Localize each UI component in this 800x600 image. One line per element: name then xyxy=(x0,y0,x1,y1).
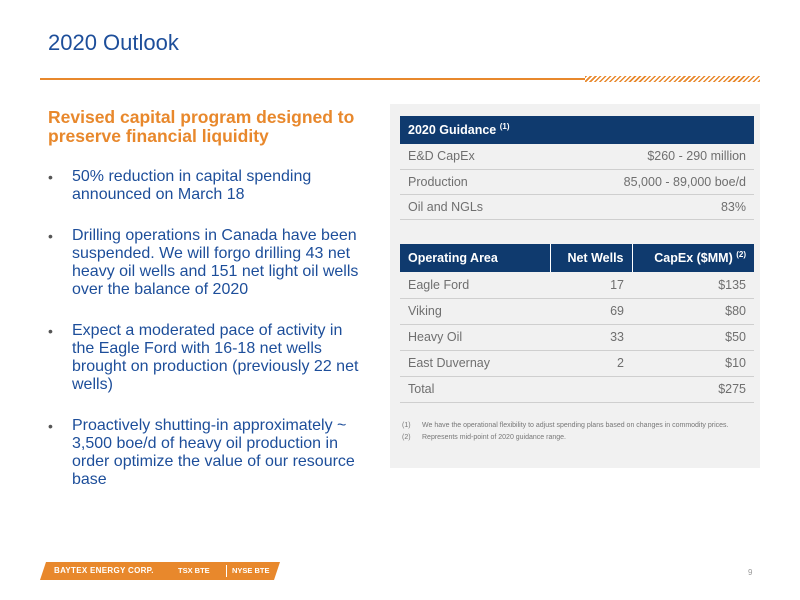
page-title: 2020 Outlook xyxy=(48,30,179,55)
operations-table xyxy=(400,244,754,403)
guidance-panel xyxy=(390,104,760,468)
col-header-capex xyxy=(632,244,754,272)
wells-cell: 2 xyxy=(550,350,632,376)
left-column xyxy=(48,108,368,512)
table-row xyxy=(400,144,754,169)
page-number: 9 xyxy=(748,568,753,577)
title-rule-hatched xyxy=(585,76,760,82)
bullet-dot: • xyxy=(48,169,53,185)
table-row xyxy=(400,169,754,194)
ticker-nyse: NYSE BTE xyxy=(232,566,270,575)
footnote-number: (2) xyxy=(402,434,411,441)
col-header-capex-note: (2) xyxy=(736,250,746,260)
table-row xyxy=(400,350,754,376)
col-header-capex-label: CapEx ($MM) xyxy=(654,251,733,266)
footnote-text: We have the operational flexibility to adjust spending plans based on changes in commodity prices. xyxy=(422,422,729,429)
table-row xyxy=(400,324,754,350)
bullet-item xyxy=(48,227,368,299)
area-cell: Viking xyxy=(400,298,550,324)
bullet-dot: • xyxy=(48,418,53,434)
footnote-text: Represents mid-point of 2020 guidance range. xyxy=(422,434,566,441)
area-cell: Heavy Oil xyxy=(400,324,550,350)
bullet-item xyxy=(48,168,368,204)
footnotes xyxy=(402,420,729,444)
ticker-divider xyxy=(226,565,227,577)
wells-cell: 33 xyxy=(550,324,632,350)
footnote xyxy=(402,432,729,444)
guidance-value: $260 - 290 million xyxy=(541,144,755,169)
company-name: BAYTEX ENERGY CORP. xyxy=(54,566,154,575)
col-header-area: Operating Area xyxy=(400,244,550,272)
table-row xyxy=(400,272,754,298)
bullet-text: Expect a moderated pace of activity in the Eagle Ford with 16-18 net wells brought on production (previously 22 net wells) xyxy=(72,322,359,393)
capex-cell: $275 xyxy=(632,376,754,402)
table-row xyxy=(400,194,754,219)
guidance-label: Production xyxy=(400,169,541,194)
area-cell: East Duvernay xyxy=(400,350,550,376)
guidance-header xyxy=(400,116,754,144)
guidance-table xyxy=(400,116,754,220)
guidance-label: Oil and NGLs xyxy=(400,194,541,219)
guidance-value: 83% xyxy=(541,194,755,219)
capex-cell: $10 xyxy=(632,350,754,376)
bullet-text: Proactively shutting-in approximately ~ 3,500 boe/d of heavy oil production in order optimize the value of our resource base xyxy=(72,417,355,488)
total-row xyxy=(400,376,754,402)
capex-cell: $50 xyxy=(632,324,754,350)
wells-cell: 17 xyxy=(550,272,632,298)
bullet-dot: • xyxy=(48,228,53,244)
wells-cell xyxy=(550,376,632,402)
table-row xyxy=(400,298,754,324)
col-header-wells: Net Wells xyxy=(550,244,632,272)
footnote-number: (1) xyxy=(402,422,411,429)
title-rule xyxy=(40,78,585,80)
wells-cell: 69 xyxy=(550,298,632,324)
bullet-text: Drilling operations in Canada have been suspended. We will forgo drilling 43 net heavy oil wells and 151 net light oil wells over the balance of 2020 xyxy=(72,227,359,298)
footer-brand-bar xyxy=(40,562,280,580)
guidance-header-label: 2020 Guidance xyxy=(408,123,497,138)
subheading: Revised capital program designed to preserve financial liquidity xyxy=(48,107,355,146)
area-cell: Total xyxy=(400,376,550,402)
capex-cell: $80 xyxy=(632,298,754,324)
bullet-item xyxy=(48,322,368,394)
guidance-header-note: (1) xyxy=(499,122,510,132)
ticker-tsx: TSX BTE xyxy=(178,566,210,575)
capex-cell: $135 xyxy=(632,272,754,298)
bullet-item xyxy=(48,417,368,489)
footnote xyxy=(402,420,729,432)
guidance-label: E&D CapEx xyxy=(400,144,541,169)
bullet-text: 50% reduction in capital spending announced on March 18 xyxy=(72,168,312,203)
guidance-value: 85,000 - 89,000 boe/d xyxy=(541,169,755,194)
area-cell: Eagle Ford xyxy=(400,272,550,298)
bullet-list xyxy=(48,168,368,489)
bullet-dot: • xyxy=(48,323,53,339)
